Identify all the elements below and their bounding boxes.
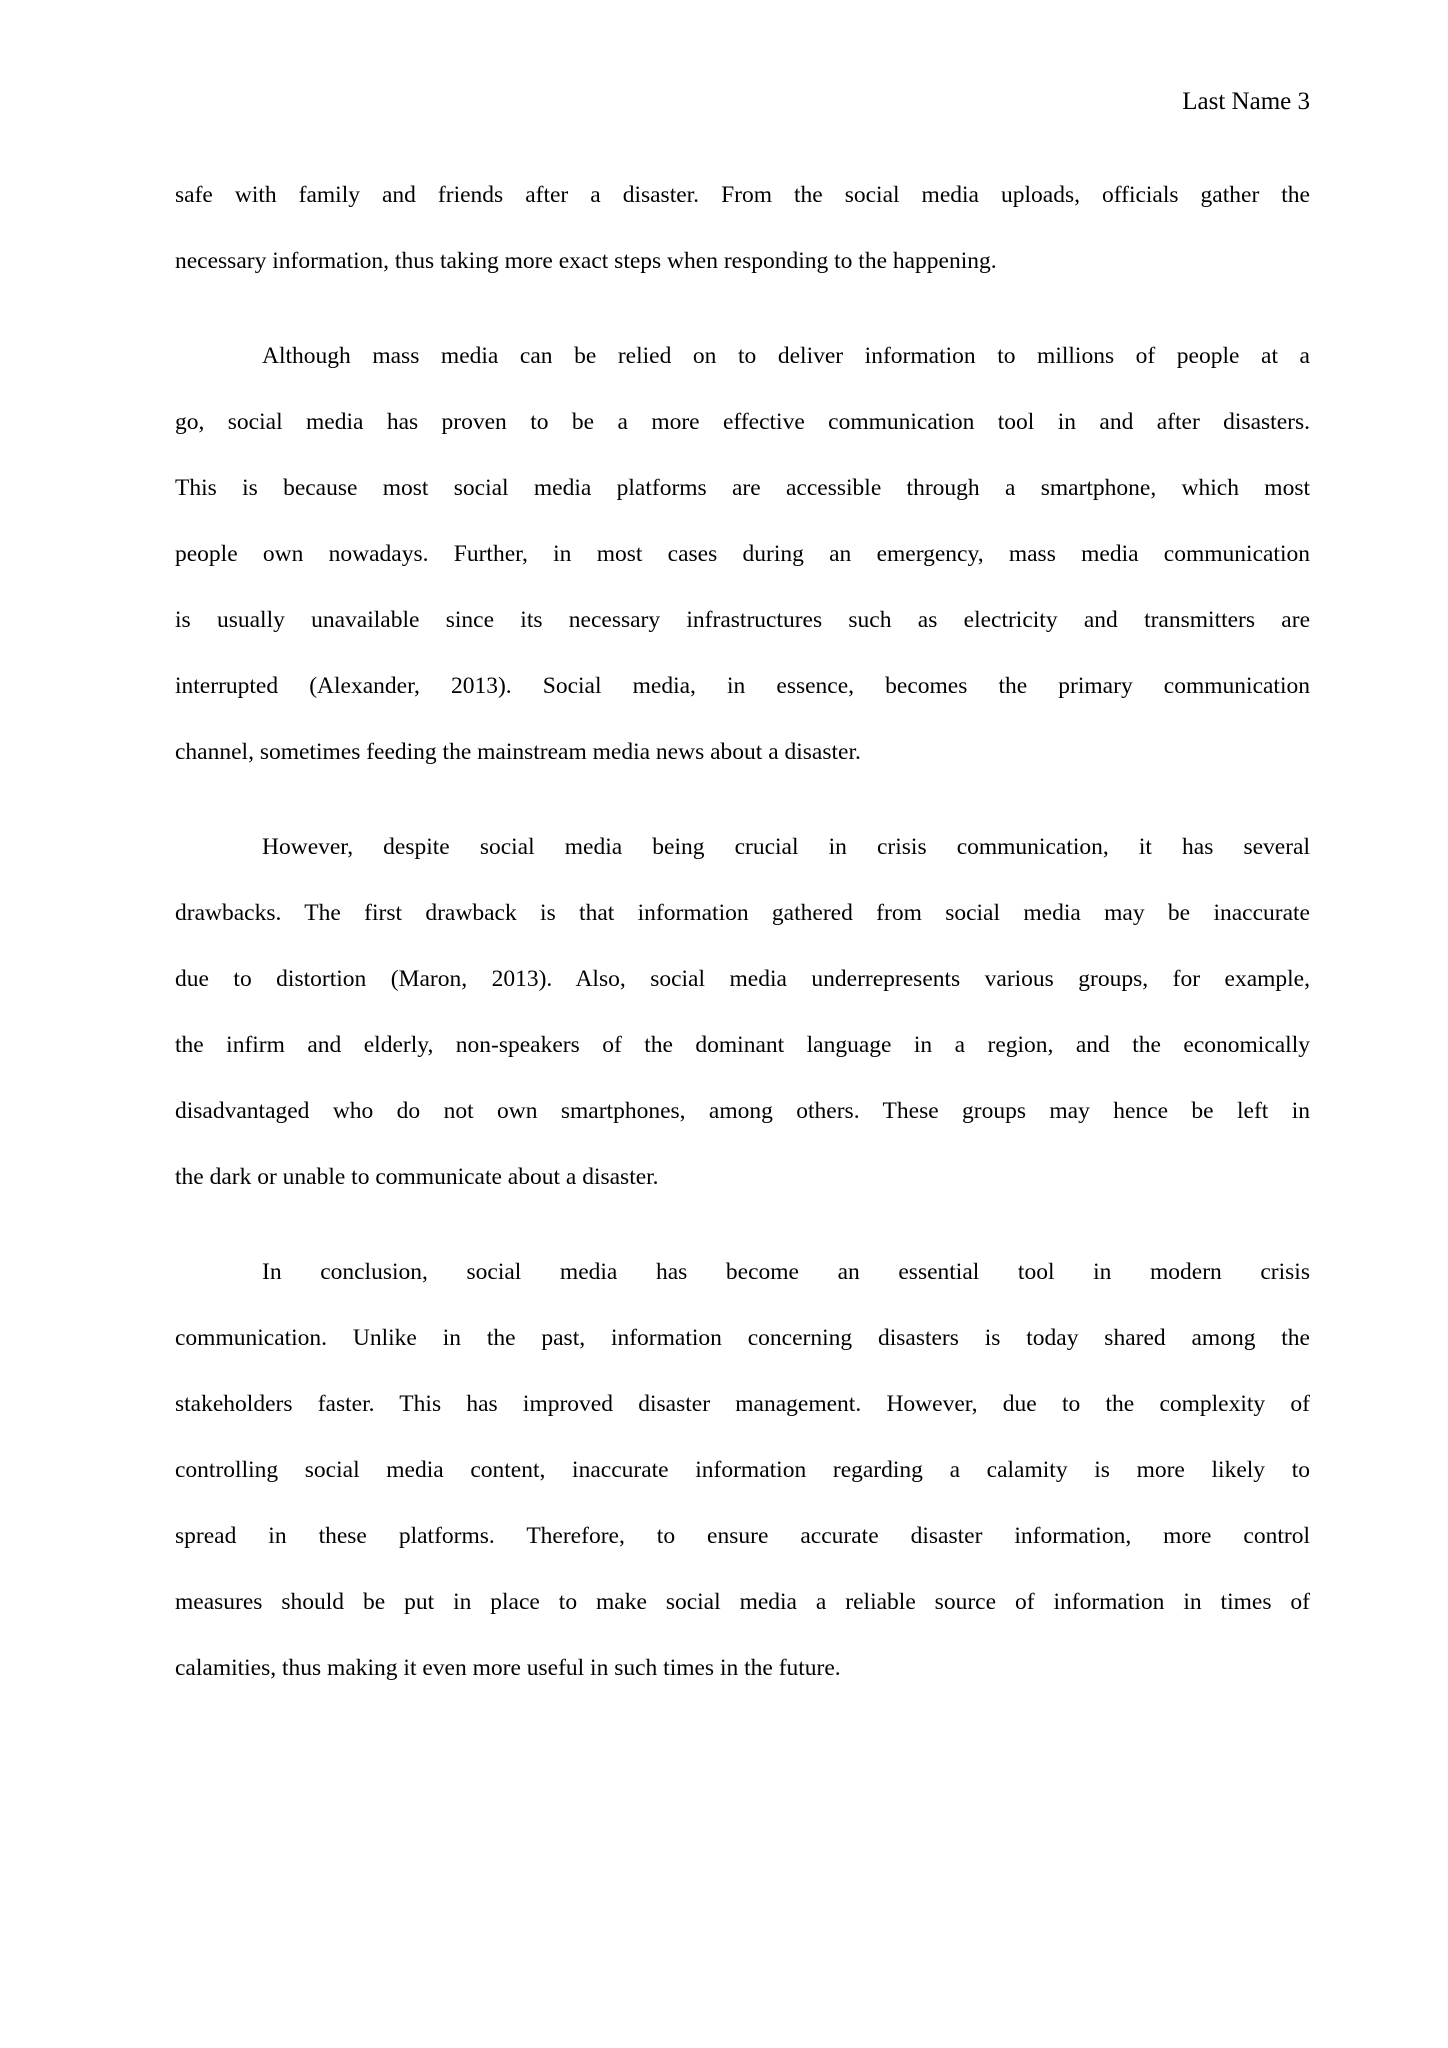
- text-line: disadvantaged who do not own smartphones, among others. These groups may hence be left in: [175, 1098, 1310, 1124]
- text-line: channel, sometimes feeding the mainstream media news about a disaster.: [175, 739, 861, 765]
- text-line: due to distortion (Maron, 2013). Also, social media underrepresents various groups, for example,: [175, 966, 1310, 992]
- text-line: interrupted (Alexander, 2013). Social media, in essence, becomes the primary communication: [175, 673, 1310, 699]
- text-line: communication. Unlike in the past, information concerning disasters is today shared among the: [175, 1325, 1310, 1351]
- text-line: spread in these platforms. Therefore, to ensure accurate disaster information, more control: [175, 1523, 1310, 1549]
- text-line: is usually unavailable since its necessary infrastructures such as electricity and transmitters are: [175, 607, 1310, 633]
- running-header-text: Last Name 3: [1182, 88, 1310, 115]
- text-line: In conclusion, social media has become an essential tool in modern crisis: [262, 1259, 1310, 1285]
- text-line: However, despite social media being crucial in crisis communication, it has several: [262, 834, 1310, 860]
- paragraph: [175, 814, 1310, 1210]
- paragraph: [175, 323, 1310, 785]
- text-line: stakeholders faster. This has improved disaster management. However, due to the complexity of: [175, 1391, 1310, 1417]
- text-line: necessary information, thus taking more exact steps when responding to the happening.: [175, 248, 997, 274]
- text-line: This is because most social media platforms are accessible through a smartphone, which most: [175, 475, 1310, 501]
- text-line: controlling social media content, inaccurate information regarding a calamity is more likely to: [175, 1457, 1310, 1483]
- text-line: calamities, thus making it even more useful in such times in the future.: [175, 1655, 841, 1681]
- paragraph: [175, 162, 1310, 294]
- text-line: measures should be put in place to make social media a reliable source of information in times of: [175, 1589, 1310, 1615]
- text-line: the dark or unable to communicate about a disaster.: [175, 1164, 659, 1190]
- running-header: [175, 84, 1310, 120]
- text-line: go, social media has proven to be a more effective communication tool in and after disasters.: [175, 409, 1310, 435]
- text-line: safe with family and friends after a disaster. From the social media uploads, officials gather the: [175, 182, 1310, 208]
- text-line: Although mass media can be relied on to deliver information to millions of people at a: [262, 343, 1310, 369]
- document-body: [175, 162, 1310, 1701]
- text-line: drawbacks. The first drawback is that information gathered from social media may be inaccurate: [175, 900, 1310, 926]
- text-line: people own nowadays. Further, in most cases during an emergency, mass media communication: [175, 541, 1310, 567]
- text-line: the infirm and elderly, non-speakers of the dominant language in a region, and the economically: [175, 1032, 1310, 1058]
- paragraph: [175, 1239, 1310, 1701]
